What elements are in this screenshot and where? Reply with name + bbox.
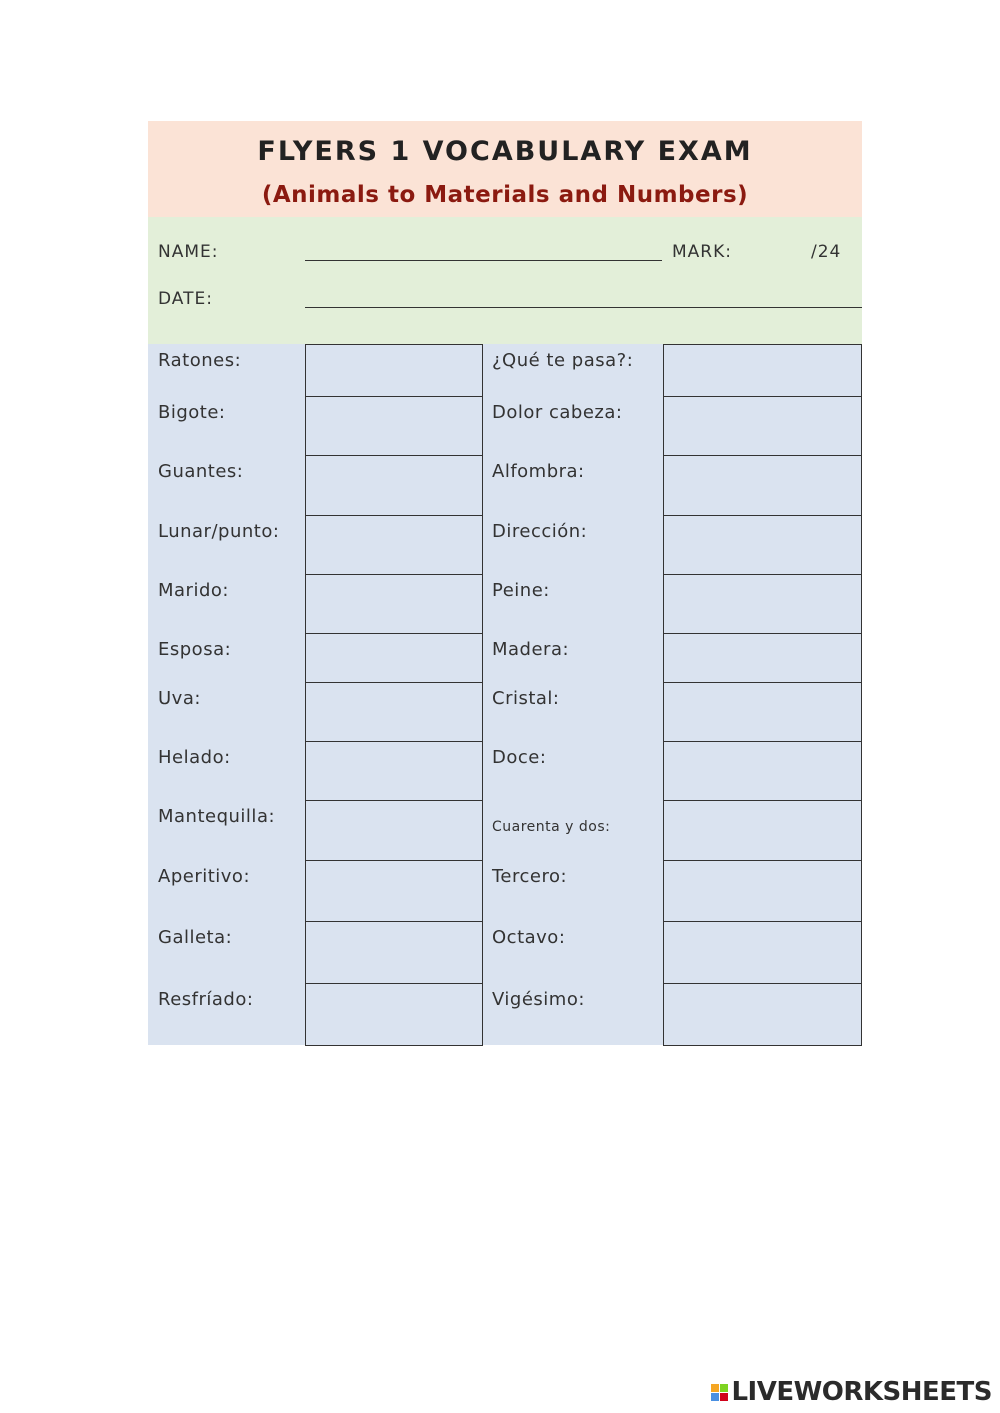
logo-squares-icon (711, 1384, 728, 1401)
right-item-label: Doce: (492, 747, 547, 768)
left-item-label: Marido: (158, 580, 229, 601)
right-item-label: Peine: (492, 580, 550, 601)
right-item-label: Vigésimo: (492, 989, 585, 1010)
mark-label: MARK: (672, 242, 732, 262)
left-answer-box[interactable] (305, 682, 483, 742)
left-answer-box[interactable] (305, 860, 483, 922)
right-item-label: Madera: (492, 639, 570, 660)
right-item-label: Dirección: (492, 521, 588, 542)
left-answer-box[interactable] (305, 574, 483, 634)
exam-title: FLYERS 1 VOCABULARY EXAM (257, 136, 753, 167)
left-answer-box[interactable] (305, 396, 483, 456)
right-answer-box[interactable] (663, 860, 862, 922)
vocabulary-grid (148, 344, 862, 1045)
right-answer-box[interactable] (663, 800, 862, 861)
liveworksheets-logo (711, 1377, 992, 1407)
left-answer-box[interactable] (305, 741, 483, 801)
name-input-line[interactable] (305, 260, 662, 261)
right-item-label: Cuarenta y dos: (492, 819, 611, 835)
left-item-label: Esposa: (158, 639, 232, 660)
left-answer-box[interactable] (305, 455, 483, 516)
right-answer-box[interactable] (663, 344, 862, 397)
left-item-label: Mantequilla: (158, 806, 276, 827)
right-item-label: Cristal: (492, 688, 560, 709)
right-item-label: Tercero: (492, 866, 568, 887)
exam-subtitle: (Animals to Materials and Numbers) (261, 182, 749, 208)
left-item-label: Bigote: (158, 402, 226, 423)
left-item-label: Ratones: (158, 350, 242, 371)
right-item-label: Dolor cabeza: (492, 402, 623, 423)
student-info (148, 217, 862, 344)
left-answer-box[interactable] (305, 983, 483, 1046)
right-answer-box[interactable] (663, 633, 862, 683)
right-item-label: Octavo: (492, 927, 566, 948)
name-label: NAME: (158, 242, 219, 262)
left-answer-box[interactable] (305, 344, 483, 397)
right-answer-box[interactable] (663, 741, 862, 801)
left-item-label: Resfríado: (158, 989, 254, 1010)
right-answer-box[interactable] (663, 396, 862, 456)
right-item-label: ¿Qué te pasa?: (492, 350, 634, 371)
left-item-label: Uva: (158, 688, 201, 709)
right-answer-box[interactable] (663, 921, 862, 984)
left-answer-box[interactable] (305, 515, 483, 575)
left-answer-box[interactable] (305, 633, 483, 683)
left-answer-box[interactable] (305, 800, 483, 861)
title-band (148, 121, 862, 217)
left-item-label: Helado: (158, 747, 231, 768)
date-input-line[interactable] (305, 307, 862, 308)
right-answer-box[interactable] (663, 574, 862, 634)
right-answer-box[interactable] (663, 682, 862, 742)
date-label: DATE: (158, 289, 213, 309)
left-item-label: Galleta: (158, 927, 233, 948)
left-answer-box[interactable] (305, 921, 483, 984)
right-answer-box[interactable] (663, 515, 862, 575)
right-answer-box[interactable] (663, 455, 862, 516)
left-item-label: Lunar/punto: (158, 521, 280, 542)
brand-text: LIVEWORKSHEETS (731, 1377, 992, 1407)
mark-value: /24 (811, 242, 842, 262)
right-item-label: Alfombra: (492, 461, 585, 482)
left-item-label: Guantes: (158, 461, 244, 482)
left-item-label: Aperitivo: (158, 866, 251, 887)
right-answer-box[interactable] (663, 983, 862, 1046)
worksheet (148, 121, 862, 1045)
